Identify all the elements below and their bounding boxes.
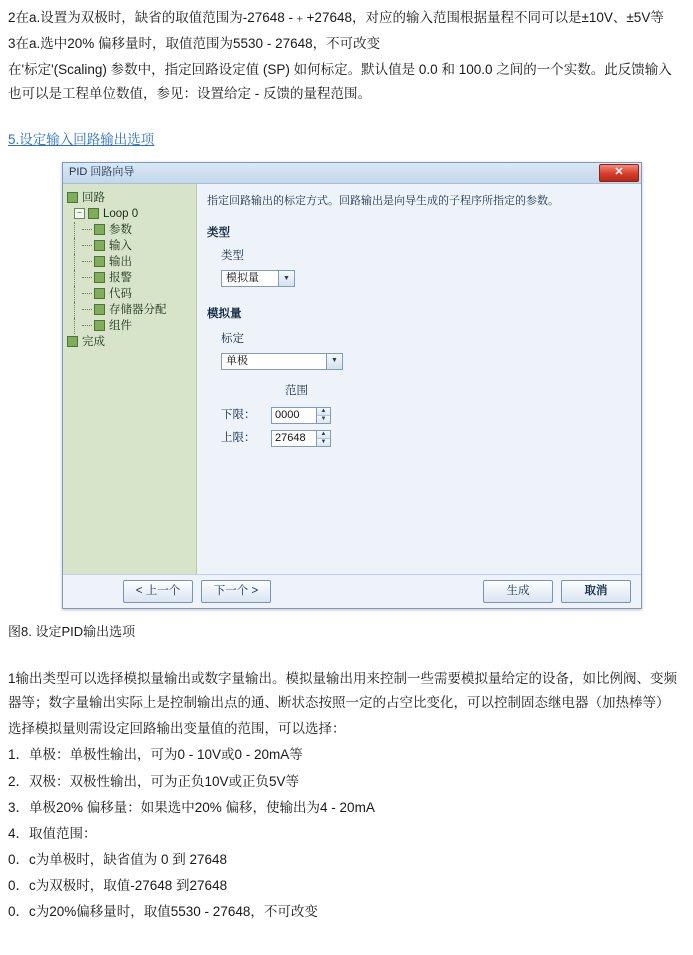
folder-icon — [94, 320, 105, 331]
intro-paragraph-1: 2在a.设置为双极时，缺省的取值范围为-27648 -﹢+27648，对应的输入范围根据量程不同可以是±10V、±5V等 — [8, 10, 664, 25]
dialog-titlebar — [63, 163, 641, 184]
folder-icon — [94, 288, 105, 299]
type-select-value: 模拟量 — [226, 272, 259, 285]
wizard-hint-text: 指定回路输出的标定方式。回路输出是向导生成的子程序所指定的参数。 — [207, 194, 559, 207]
analog-group-label: 模拟量 — [207, 308, 242, 321]
chevron-down-icon[interactable]: ▼ — [326, 354, 342, 369]
chevron-down-icon[interactable]: ▼ — [278, 271, 294, 286]
stepper-buttons[interactable] — [316, 431, 330, 446]
lower-limit-input[interactable] — [272, 408, 316, 423]
body-sublist-item-1: 0．c为单极时，缺省值为 0 到 27648 — [8, 851, 228, 867]
cancel-button[interactable]: 取消 — [561, 580, 631, 603]
dialog-button-bar — [63, 574, 641, 608]
generate-button[interactable]: 生成 — [483, 580, 553, 603]
tree-item-label: 输入 — [109, 239, 132, 252]
folder-icon — [94, 304, 105, 315]
folder-icon — [94, 240, 105, 251]
next-button[interactable]: 下一个 > — [201, 580, 271, 603]
scaling-select[interactable] — [221, 353, 343, 370]
tree-item-label: 报警 — [109, 271, 132, 284]
stepper-up-icon[interactable]: ▲ — [317, 431, 330, 439]
figure-dialog-container — [8, 162, 685, 609]
type-section-label: 类型 — [207, 226, 230, 239]
body-list-item-1: 1．单极：单极性输出，可为0 - 10V或0 - 20mA等 — [8, 747, 303, 763]
wizard-content — [197, 184, 641, 574]
stepper-down-icon[interactable]: ▼ — [317, 439, 330, 446]
figure-caption: 图8. 设定PID输出选项 — [8, 623, 136, 639]
intro-paragraph-2: 3在a.选中20% 偏移量时，取值范围为5530 - 27648，不可改变 — [8, 36, 381, 52]
stepper-up-icon[interactable]: ▲ — [317, 408, 330, 416]
body-list-item-4: 4．取值范围： — [8, 825, 97, 841]
section-link-output-options[interactable]: 5.设定输入回路输出选项 — [8, 132, 155, 148]
folder-icon — [94, 224, 105, 235]
tree-item-label: 输出 — [109, 255, 132, 268]
stepper-buttons[interactable] — [316, 408, 330, 423]
body-sublist-item-2: 0．c为双极时，取值-27648 到27648 — [8, 877, 228, 893]
lower-limit-row — [221, 405, 631, 425]
tree-item-finish[interactable] — [67, 334, 192, 350]
body-list-item-3: 3．单极20% 偏移量：如果选中20% 偏移，使输出为4 - 20mA — [8, 799, 375, 815]
tree-item-label: 参数 — [109, 223, 132, 236]
stepper-down-icon[interactable]: ▼ — [317, 416, 330, 423]
tree-item-label: 完成 — [82, 335, 105, 348]
upper-limit-label: 上限： — [221, 432, 256, 445]
tree-item-label: 存储器分配 — [109, 303, 167, 316]
body-paragraph-2: 选择模拟量则需设定回路输出变量值的范围，可以选择： — [8, 721, 346, 737]
prev-button[interactable]: < 上一个 — [123, 580, 193, 603]
body-paragraph-1: 1输出类型可以选择模拟量输出或数字量输出。模拟量输出用来控制一些需要模拟量给定的设备，如比例阀、变频器等；数字量输出实际上是控制输出点的通、断状态按照一定的占空比变化，可以控制固态继电器（加热棒等） — [8, 671, 678, 711]
dialog-title: PID 回路向导 — [69, 166, 135, 179]
upper-limit-input[interactable] — [272, 431, 316, 446]
upper-limit-row — [221, 428, 631, 448]
lower-limit-label: 下限： — [221, 409, 256, 422]
tree-item-label: 回路 — [82, 191, 105, 204]
scaling-select-value: 单极 — [226, 354, 248, 367]
tree-item-label: Loop 0 — [103, 207, 139, 220]
action-buttons — [483, 580, 631, 603]
body-list-item-2: 2．双极：双极性输出，可为正负10V或正负5V等 — [8, 773, 300, 789]
nav-buttons — [123, 580, 279, 603]
wizard-tree[interactable] — [63, 184, 197, 574]
collapse-icon[interactable]: − — [74, 208, 85, 219]
range-label: 范围 — [285, 384, 308, 397]
folder-icon — [67, 192, 78, 203]
type-select[interactable] — [221, 270, 295, 287]
close-icon[interactable]: ✕ — [599, 164, 639, 182]
upper-limit-stepper[interactable] — [271, 430, 331, 447]
intro-paragraph-3: 在'标定'(Scaling) 参数中，指定回路设定值 (SP) 如何标定。默认值是 0.0 和 100.0 之间的一个实数。此反馈输入也可以是工程单位数值，参见：设置给定 - 反馈的量程范围。 — [8, 62, 672, 102]
folder-icon — [94, 256, 105, 267]
scaling-label: 标定 — [221, 332, 244, 345]
folder-icon — [88, 208, 99, 219]
folder-icon — [94, 272, 105, 283]
tree-item-label: 组件 — [109, 319, 132, 332]
body-sublist-item-3: 0．c为20%偏移量时，取值5530 - 27648，不可改变 — [8, 903, 318, 919]
folder-icon — [67, 336, 78, 347]
dialog-body — [63, 184, 641, 574]
tree-item-label: 代码 — [109, 287, 132, 300]
lower-limit-stepper[interactable] — [271, 407, 331, 424]
type-field-label: 类型 — [221, 250, 244, 263]
pid-wizard-dialog — [62, 162, 642, 609]
